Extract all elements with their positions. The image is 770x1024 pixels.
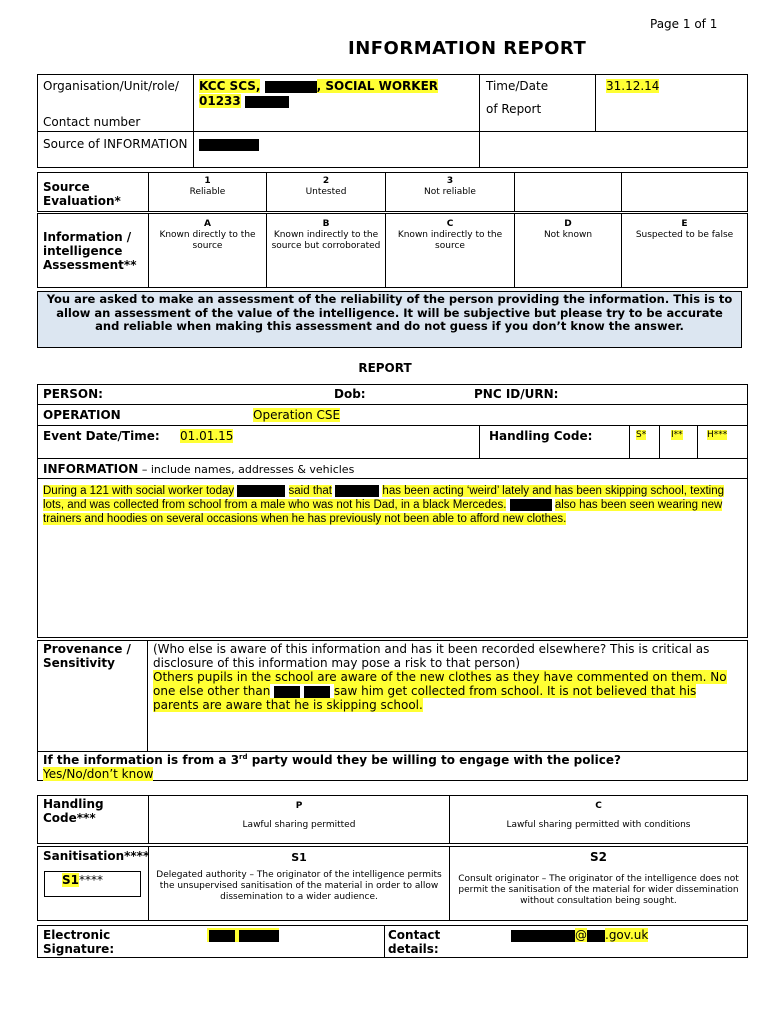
handling-c-text: Lawful sharing permitted with conditions	[506, 820, 691, 830]
s2-text: Consult originator – The originator of the intelligence does not permit the sanitisation of the material for wider dissemination without consultation being sought.	[458, 874, 739, 906]
redaction	[335, 485, 379, 497]
provenance-label: Provenance / Sensitivity	[43, 642, 131, 670]
handling-code-s: S*	[636, 430, 647, 440]
event-datetime-value: 01.01.15	[180, 429, 234, 443]
electronic-signature-value	[207, 928, 279, 942]
page-title: INFORMATION REPORT	[348, 38, 587, 59]
intel-option-b: B Known indirectly to the source but corroborated	[271, 219, 381, 251]
sanitisation-value[interactable]: S1****	[44, 871, 141, 897]
redaction	[237, 485, 285, 497]
handling-code-label: Handling Code:	[489, 429, 593, 443]
handling-code-i: I**	[671, 430, 683, 440]
redaction	[510, 499, 552, 511]
report-heading: REPORT	[358, 361, 412, 375]
redaction	[511, 930, 575, 942]
contact-email: @ .gov.uk	[511, 928, 648, 942]
redaction	[587, 930, 605, 942]
source-evaluation-label: Source Evaluation*	[43, 180, 121, 208]
redaction	[209, 930, 235, 942]
electronic-signature-label: Electronic Signature:	[43, 928, 115, 956]
intel-option-c: C Known indirectly to the source	[397, 219, 503, 251]
handling-code-table-label: Handling Code***	[43, 797, 104, 825]
handling-c-code: C	[595, 801, 602, 811]
intel-option-e: E Suspected to be false	[635, 219, 734, 240]
time-date-label: Time/Date	[486, 79, 549, 93]
time-date-value: 31.12.14	[606, 79, 660, 93]
dob-label: Dob:	[334, 387, 366, 401]
source-of-information-label: Source of INFORMATION	[43, 137, 188, 151]
redaction	[239, 930, 279, 942]
source-eval-option-2: 2 Untested	[305, 176, 347, 197]
s2-code: S2	[590, 850, 607, 864]
sanitisation-label: Sanitisation****	[43, 849, 150, 863]
provenance-text: (Who else is aware of this information and has it been recorded elsewhere? This is critical as disclosure of this information may pose a risk to that person) Others pupils in the school are aware of the new clothes as they have commented on them. No one else other than saw him get collected from school. It is not believed that his parents are aware that he is skipping school.	[153, 642, 727, 712]
intel-option-a: A Known directly to the source	[159, 219, 256, 251]
redaction	[199, 139, 259, 151]
redaction	[304, 686, 330, 698]
s1-text: Delegated authority – The originator of the intelligence permits the unsupervised sanitisation of the material in order to allow dissemination to a wider audience.	[156, 870, 442, 902]
org-label: Organisation/Unit/role/	[43, 79, 179, 93]
page-number: Page 1 of 1	[650, 17, 718, 31]
handling-code-h: H***	[707, 430, 728, 440]
intel-assessment-label: Information / intelligence Assessment**	[43, 230, 137, 272]
third-party-answer[interactable]: Yes/No/don’t know	[43, 767, 154, 781]
person-label: PERSON:	[43, 387, 103, 401]
event-datetime-label: Event Date/Time:	[43, 429, 160, 443]
intel-option-d: D Not known	[543, 219, 593, 240]
contact-label: Contact number	[43, 115, 141, 129]
operation-value: Operation CSE	[253, 408, 341, 422]
information-label: INFORMATION – include names, addresses & vehicles	[43, 462, 355, 476]
assessment-notice: You are asked to make an assessment of the reliability of the person providing the information. This is to allow an assessment of the value of the intelligence. It will be subjective but please try to be accurate and reliable when making this assessment and do not guess if you don’t know the answer.	[37, 291, 742, 348]
pnc-label: PNC ID/URN:	[474, 387, 559, 401]
source-eval-option-3: 3 Not reliable	[424, 176, 476, 197]
handling-p-code: P	[295, 801, 303, 811]
redaction	[245, 96, 289, 108]
org-value: KCC SCS, , SOCIAL WORKER 01233	[199, 79, 439, 108]
third-party-question: If the information is from a 3rd party would they be willing to engage with the police?	[43, 753, 621, 767]
of-report-label: of Report	[486, 102, 542, 116]
redaction	[265, 81, 317, 93]
operation-label: OPERATION	[43, 408, 121, 422]
handling-p-text: Lawful sharing permitted	[242, 820, 356, 830]
contact-details-label: Contact details:	[388, 928, 441, 956]
information-text: During a 121 with social worker today said that has been acting ‘weird’ lately and has been skipping school, texting lots, and was collected from school from a male who was not his Dad, in a black Mercedes. also has been seen wearing new trainers and hoodies on several occasions when he has previously not been able to afford new clothes.	[43, 485, 725, 525]
redaction	[274, 686, 300, 698]
s1-code: S1	[291, 851, 307, 864]
source-eval-option-1: 1 Reliable	[189, 176, 226, 197]
